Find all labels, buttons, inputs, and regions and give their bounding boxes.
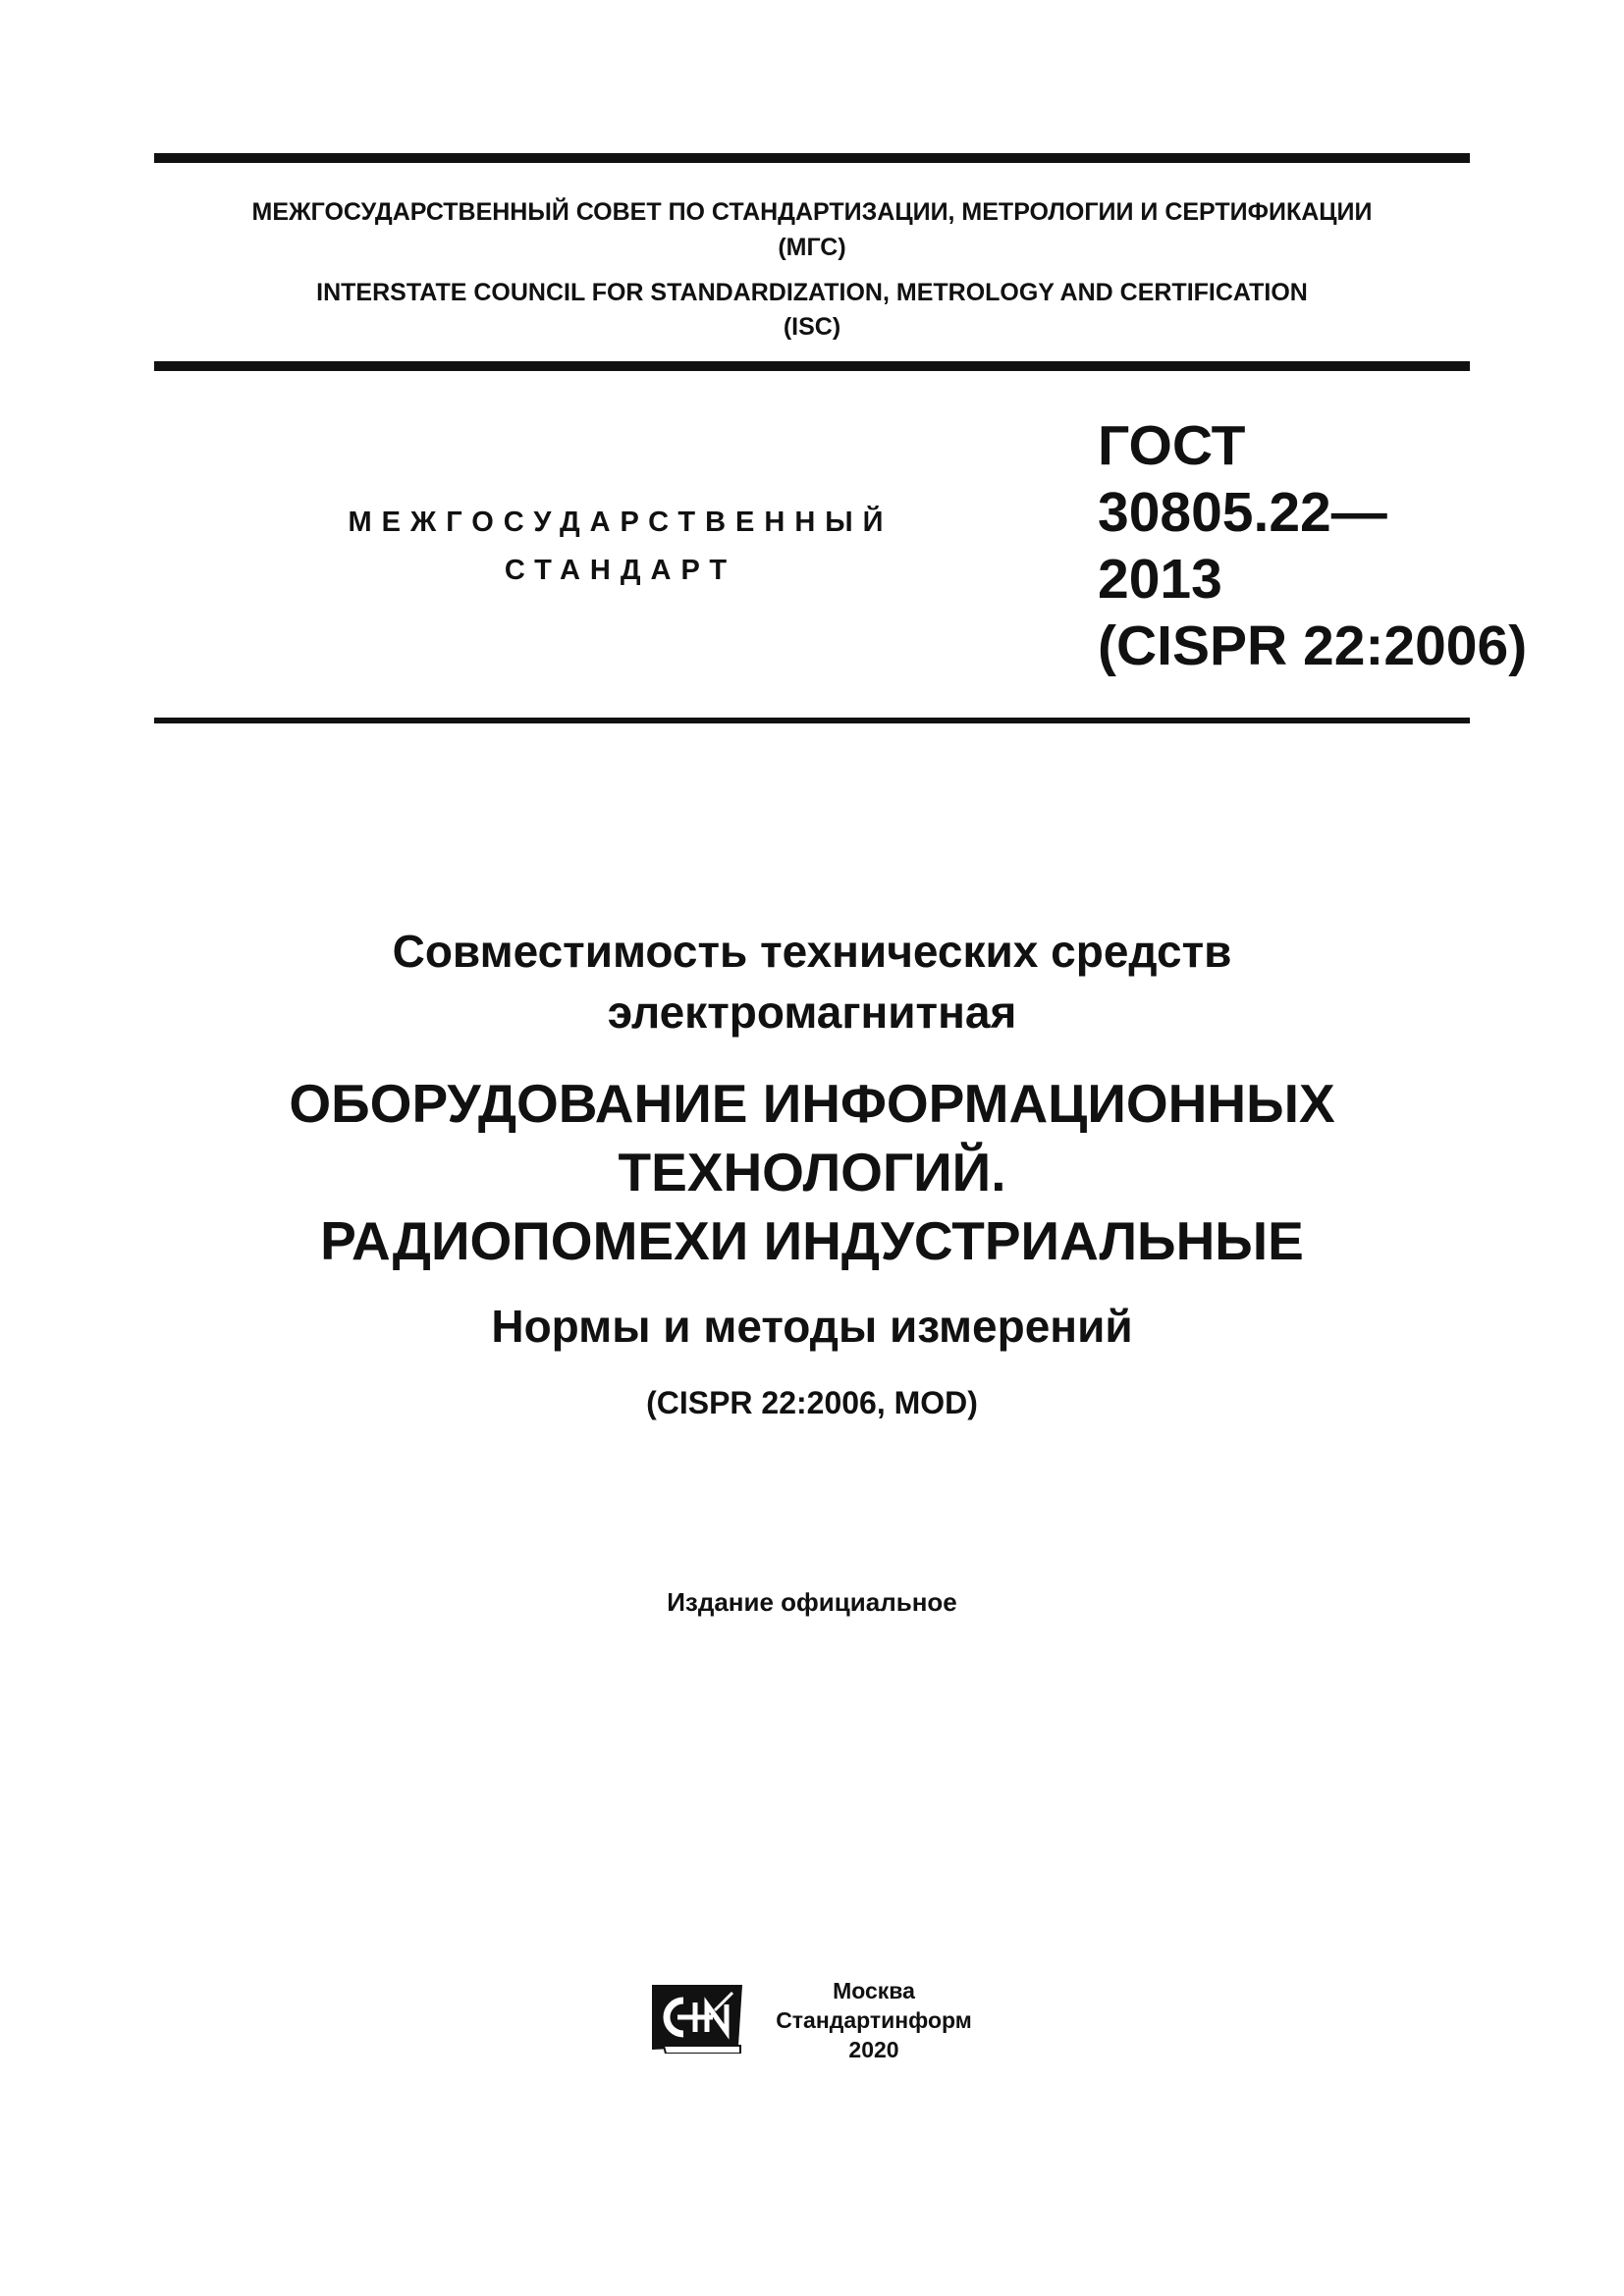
gost-number: 30805.22— <box>1098 481 1387 544</box>
council-name-en: INTERSTATE COUNCIL FOR STANDARDIZATION, METROLOGY AND CERTIFICATION <box>316 279 1308 306</box>
standard-type-line1: МЕЖГОСУДАРСТВЕННЫЙ <box>348 507 893 538</box>
standard-type-line2: СТАНДАРТ <box>504 555 737 586</box>
publisher-year: 2020 <box>848 2037 899 2062</box>
international-reference: (CISPR 22:2006, MOD) <box>646 1385 978 1420</box>
main-title-line1: ОБОРУДОВАНИЕ ИНФОРМАЦИОННЫХ <box>289 1073 1335 1134</box>
main-title-line2: ТЕХНОЛОГИЙ. <box>618 1142 1006 1202</box>
standartinform-logo-icon <box>652 1981 742 2054</box>
council-abbr-ru: (МГС) <box>778 234 846 261</box>
edition-label: Издание официальное <box>667 1587 957 1617</box>
header-bottom-rule <box>154 361 1470 371</box>
publisher-name: Стандартинформ <box>776 2007 972 2033</box>
subtitle: Нормы и методы измерений <box>491 1301 1133 1352</box>
gost-year: 2013 <box>1098 548 1222 611</box>
gost-designation <box>1098 412 1527 679</box>
council-name-ru: МЕЖГОСУДАРСТВЕННЫЙ СОВЕТ ПО СТАНДАРТИЗАЦИИ, МЕТРОЛОГИИ И СЕРТИФИКАЦИИ <box>251 198 1373 226</box>
publisher-city: Москва <box>833 1978 915 2003</box>
gost-label: ГОСТ <box>1098 414 1246 477</box>
top-rule <box>154 153 1470 163</box>
title-line2: электромагнитная <box>607 987 1017 1038</box>
gost-reference: (CISPR 22:2006) <box>1098 614 1528 677</box>
main-title-line3: РАДИОПОМЕХИ ИНДУСТРИАЛЬНЫЕ <box>320 1210 1304 1271</box>
title-line1: Совместимость технических средств <box>392 926 1232 977</box>
council-abbr-en: (ISC) <box>783 313 841 341</box>
designation-bottom-rule <box>154 718 1470 723</box>
publisher-info <box>756 1976 992 2064</box>
